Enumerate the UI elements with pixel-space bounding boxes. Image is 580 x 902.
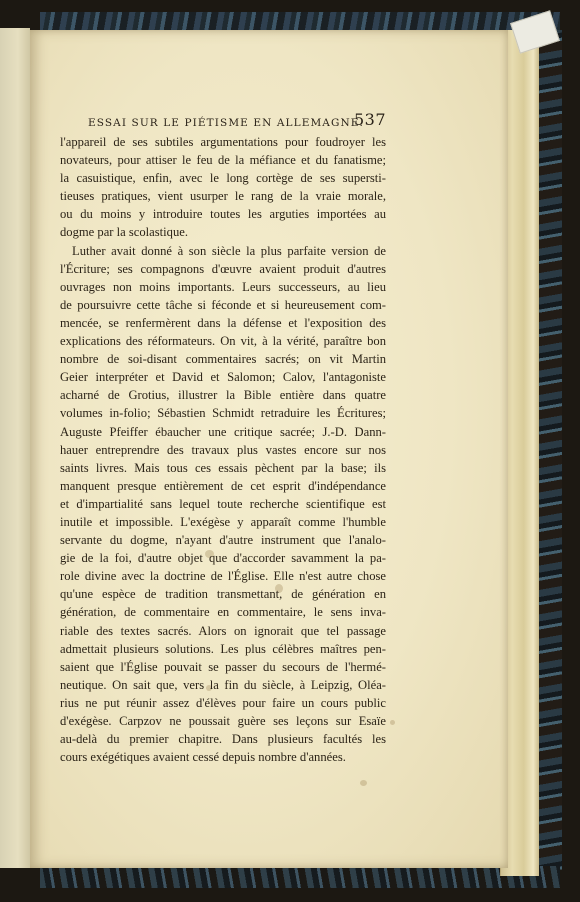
- text-line: d'exégèse. Carpzov ne poussait guère ses leçons sur Esaïe: [60, 714, 386, 728]
- text-line: de poursuivre cette tâche si féconde et si heureusement com-: [60, 297, 386, 312]
- running-header: [70, 110, 386, 132]
- running-head: ESSAI SUR LE PIÉTISME EN ALLEMAGNE.: [88, 117, 364, 129]
- text-line: et d'impartialité sans lequel toute recherche scientifique est: [60, 496, 386, 511]
- text-line: hauer entreprendre des travaux plus vastes encore sur nos: [60, 442, 386, 457]
- text-line: saints livres. Mais tous ces essais pèchent par la base; ils: [60, 460, 386, 475]
- body-text: [60, 133, 386, 766]
- facing-page-edge: [0, 28, 30, 868]
- text-line: neutique. On sait que, vers la fin du siècle, à Leipzig, Oléa-: [60, 677, 386, 692]
- text-line: ouvrages non moins importants. Leurs successeurs, au lieu: [60, 279, 386, 294]
- text-line: volumes in-folio; Sébastien Schmidt retraduire les Écritures;: [60, 406, 386, 421]
- text-line: tieuses pratiques, vient usurper le rang de la vraie morale,: [60, 189, 386, 204]
- text-line: génération, de commentaire en commentaire, le sens inva-: [60, 605, 386, 620]
- text-line: saient que l'Église pouvait se passer du secours de l'hermé-: [60, 659, 386, 674]
- text-line: rius ne put réunir assez d'élèves pour faire un cours public: [60, 695, 386, 710]
- text-line: dogme par la scolastique.: [60, 225, 188, 240]
- text-line: Luther avait donné à son siècle la plus parfaite version de: [72, 243, 386, 258]
- text-line: mencée, se renfermèrent dans la défense et l'exposition des: [60, 315, 386, 330]
- text-line: servante du dogme, n'ayant d'autre instrument que l'analo-: [60, 533, 386, 548]
- marbled-board-right: [536, 30, 562, 870]
- text-line: novateurs, pour attiser le feu de la méfiance et du fanatisme;: [60, 153, 386, 168]
- marbled-board-bottom: [40, 866, 560, 888]
- text-line: la casuistique, enfin, avec le long cortège de ses supersti-: [60, 171, 386, 186]
- text-line: admettait plusieurs solutions. Les plus célèbres maîtres pen-: [60, 641, 386, 656]
- text-line: Auguste Pfeiffer ébaucher une critique sacrée; J.-D. Dann-: [60, 424, 386, 439]
- foxing-spot: [390, 720, 395, 725]
- page-number: 537: [353, 110, 386, 129]
- text-line: gie de la foi, d'autre objet que d'accorder savamment la pa-: [60, 551, 386, 566]
- text-line: riable des textes sacrés. Alors on ignorait que tel passage: [60, 623, 386, 638]
- text-line: explications des réformateurs. On vit, à la vérité, paraître bon: [60, 334, 386, 349]
- text-line: acharné de Grotius, illustrer la Bible entière dans quatre: [60, 388, 386, 403]
- text-line: l'Écriture; ses compagnons d'œuvre avaient produit d'autres: [60, 261, 386, 276]
- text-line: Geier interpréter et David et Salomon; Calov, l'antagoniste: [60, 370, 386, 385]
- text-line: nombre de soi-disant commentaires sacrés; on vit Martin: [60, 352, 386, 367]
- text-line: qu'une espèce de tradition transmettant, de génération en: [60, 587, 386, 602]
- text-line: cours exégétiques avaient cessé depuis nombre d'années.: [60, 750, 346, 765]
- text-line: ou du moins y introduire toutes les arguties importées au: [60, 207, 386, 222]
- text-line: l'appareil de ses subtiles argumentations pour foudroyer les: [60, 135, 386, 149]
- foxing-spot: [360, 780, 367, 786]
- text-line: au-delà du premier chapitre. Dans plusieurs facultés les: [60, 732, 386, 747]
- text-line: manquent presque entièrement de cet esprit d'indépendance: [60, 478, 386, 493]
- text-line: inutile et impossible. L'exégèse y apparaît comme l'humble: [60, 514, 386, 529]
- text-line: role divine avec la doctrine de l'Église. Elle n'est autre chose: [60, 569, 386, 584]
